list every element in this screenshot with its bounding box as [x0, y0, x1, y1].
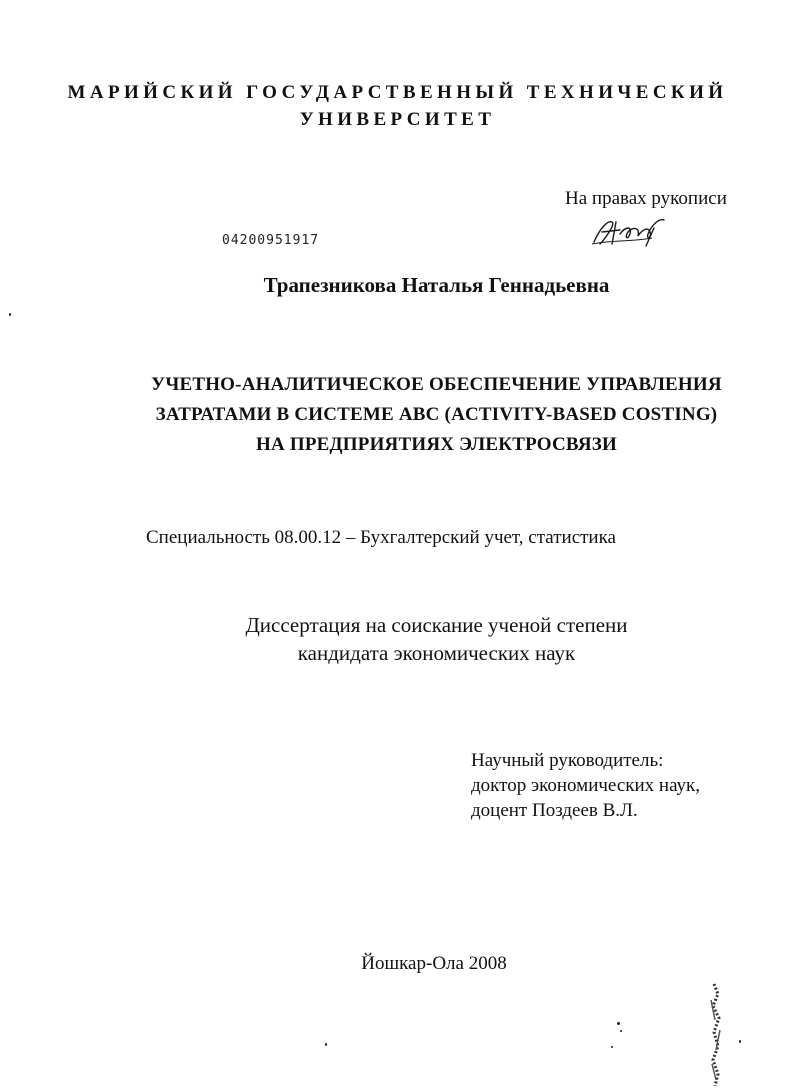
specialty: Специальность 08.00.12 – Бухгалтерский учет, статистика [146, 527, 616, 548]
advisor-line1: Научный руководитель: [471, 750, 664, 771]
city-year: Йошкар-Ола 2008 [361, 953, 507, 974]
scan-speck [611, 1046, 613, 1048]
scan-speck [617, 1022, 620, 1025]
degree-line2: кандидата экономических наук [297, 641, 576, 665]
university-name-line2: УНИВЕРСИТЕТ [299, 109, 496, 130]
title-line3: НА ПРЕДПРИЯТИЯХ ЭЛЕКТРОСВЯЗИ [256, 434, 617, 455]
author-name: Трапезникова Наталья Геннадьевна [263, 273, 610, 297]
title-line2: ЗАТРАТАМИ В СИСТЕМЕ ABC (ACTIVITY-BASED COSTING) [155, 404, 718, 425]
degree-line1: Диссертация на соискание ученой степени [245, 613, 628, 637]
advisor-line3: доцент Поздеев В.Л. [471, 800, 638, 821]
scan-speck [620, 1030, 622, 1032]
scan-speck [9, 313, 11, 316]
document-number: 04200951917 [222, 233, 320, 248]
scan-speck [739, 1040, 741, 1043]
scan-edge-artifact [706, 980, 726, 1088]
advisor-line2: доктор экономических наук, [471, 775, 701, 796]
title-line1: УЧЕТНО-АНАЛИТИЧЕСКОЕ ОБЕСПЕЧЕНИЕ УПРАВЛЕНИЯ [151, 374, 722, 395]
university-name-line1: МАРИЙСКИЙ ГОСУДАРСТВЕННЫЙ ТЕХНИЧЕСКИЙ [67, 82, 728, 103]
scan-speck [325, 1043, 327, 1046]
manuscript-rights-note: На правах рукописи [565, 188, 727, 209]
handwritten-signature [590, 214, 670, 248]
